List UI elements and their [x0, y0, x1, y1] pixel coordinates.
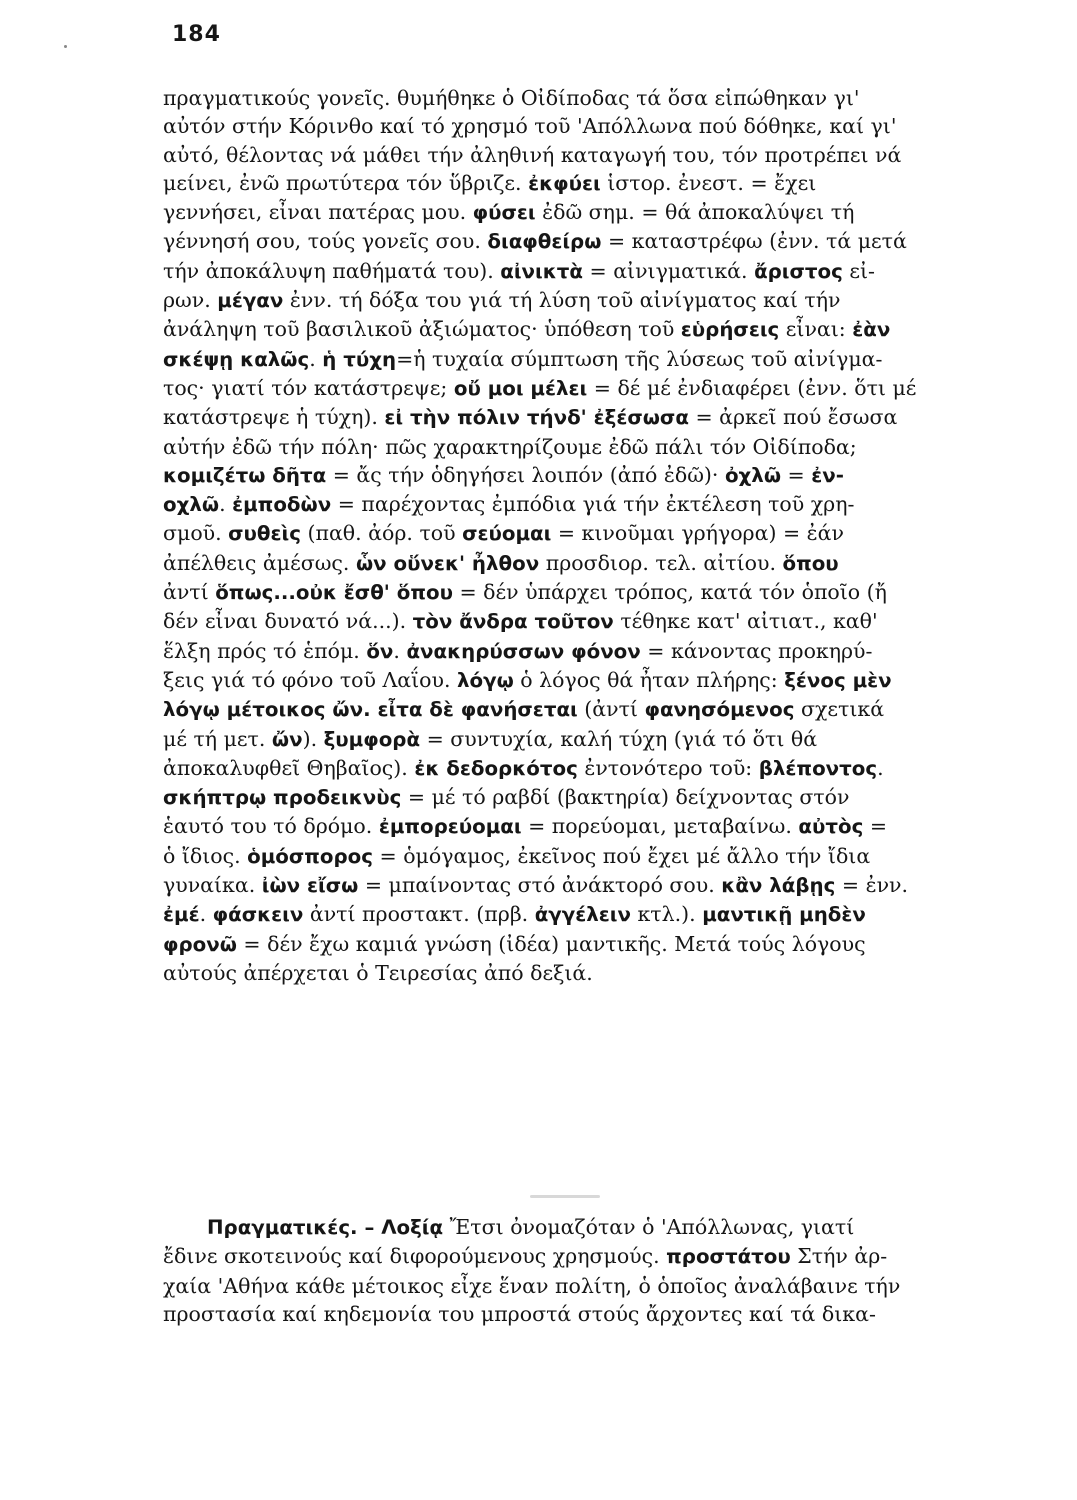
- headword: βλέποντος: [758, 756, 878, 780]
- commentary-line: [163, 578, 1009, 607]
- notes-line: [163, 1300, 1009, 1328]
- headword: ὁμόσπορος: [247, 844, 373, 868]
- commentary-line: [163, 433, 1009, 461]
- text-run: χαία 'Αθήνα κάθε μέτοικος εἶχε ἕναν πολίτη, ὁ ὁποῖος ἀναλάβαινε τήν: [163, 1273, 901, 1298]
- commentary-line: [163, 754, 1009, 783]
- headword: ὤν: [271, 727, 303, 751]
- headword: φύσει: [472, 201, 536, 225]
- text-run: .: [219, 492, 233, 517]
- text-run: σμοῦ.: [163, 521, 229, 546]
- headword: τὸν ἄνδρα τοῦτον: [412, 610, 614, 634]
- text-run: αὐτήν ἐδῶ τήν πόλη· πῶς χαρακτηρίζουμε ἐδῶ πάλι τόν Οἰδίποδα;: [163, 434, 857, 459]
- commentary-line: [163, 84, 1009, 112]
- text-run: ἐντονότερο τοῦ:: [577, 755, 759, 780]
- commentary-line: [163, 169, 1009, 198]
- text-run: μέ τή μετ.: [163, 726, 272, 751]
- text-run: γυναίκα.: [163, 873, 262, 898]
- commentary-line: [163, 374, 1009, 403]
- text-run: γεννήσει, εἶναι πατέρας μου.: [163, 200, 473, 225]
- text-run: δέν εἶναι δυνατό νά...).: [163, 609, 413, 634]
- commentary-line: [163, 842, 1009, 871]
- headword: ἐκφύει: [528, 171, 601, 195]
- commentary-line: [163, 461, 1009, 490]
- headword: οχλῶ: [163, 493, 220, 517]
- headword: ὅπου: [782, 551, 839, 575]
- text-run: τήν ἀποκάλυψη παθήματά του).: [163, 258, 501, 283]
- text-run: κατάστρεψε ἡ τύχη).: [163, 405, 385, 430]
- notes-line: [163, 1272, 1009, 1300]
- text-run: .: [393, 638, 407, 663]
- text-run: ἔδινε σκοτεινούς καί διφορούμενους χρησμούς.: [163, 1244, 667, 1269]
- headword: ἄριστος: [754, 259, 843, 283]
- text-run: πραγματικούς γονεῖς. θυμήθηκε ὁ Οἰδίποδας τά ὅσα εἰπώθηκαν γι': [163, 86, 860, 110]
- headword: σκήπτρῳ προδεικνὺς: [163, 786, 402, 810]
- notes-line: [163, 1213, 1009, 1242]
- headword: φρονῶ: [163, 932, 237, 956]
- text-run: (ἀντί: [577, 697, 645, 722]
- headword: ἐν-: [811, 463, 844, 487]
- headword: κἂν λάβῃς: [721, 874, 836, 898]
- text-run: ρων.: [163, 288, 218, 313]
- commentary-line: [163, 286, 1009, 315]
- text-run: = δέν ἔχω καμιά γνώση (ἰδέα) μαντικῆς. Μετά τούς λόγους: [236, 931, 866, 956]
- text-run: προσδιορ. τελ. αἰτίου.: [539, 550, 783, 575]
- text-run: εἶναι:: [779, 317, 853, 342]
- commentary-line: [163, 112, 1009, 140]
- headword: Πραγματικές. – Λοξίᾳ: [207, 1216, 444, 1239]
- notes-text: [163, 1213, 1009, 1328]
- headword: ἀγγέλειν: [534, 903, 631, 927]
- text-run: ἀνάληψη τοῦ βασιλικοῦ ἀξιώματος· ὑπόθεση τοῦ: [163, 317, 681, 342]
- headword: σκέψῃ καλῶς: [163, 347, 310, 371]
- headword: ὧν οὕνεκ' ἦλθον: [355, 551, 540, 575]
- text-run: Ἔτσι ὀνομαζόταν ὁ 'Απόλλωνας, γιατί: [443, 1215, 855, 1239]
- commentary-line: [163, 549, 1009, 578]
- text-run: ὁ λόγος θά ἦταν πλήρης:: [513, 667, 785, 692]
- text-run: =ἡ τυχαία σύμπτωση τῆς λύσεως τοῦ αἰνίγμα-: [396, 346, 883, 371]
- headword: ἀνακηρύσσων φόνον: [406, 639, 641, 663]
- text-run: ἀντί προστακτ. (πρβ.: [303, 902, 535, 927]
- text-run: ἐνν. τή δόξα του γιά τή λύση τοῦ αἰνίγματος καί τήν: [283, 288, 841, 313]
- commentary-line: [163, 871, 1009, 900]
- headword: προστάτου: [666, 1245, 791, 1269]
- commentary-line: [163, 403, 1009, 432]
- text-run: ἐδῶ σημ. = θά ἀποκαλύψει τή: [535, 200, 855, 225]
- text-run: ξεις γιά τό φόνο τοῦ Λαΐου.: [163, 667, 457, 692]
- commentary-line: [163, 637, 1009, 666]
- headword: διαφθείρω: [487, 230, 602, 254]
- commentary-line: [163, 812, 1009, 841]
- text-run: ὁ ἴδιος.: [163, 843, 248, 868]
- headword: ξυμφορὰ: [323, 727, 421, 751]
- text-run: αὐτούς ἀπέρχεται ὁ Τειρεσίας ἀπό δεξιά.: [163, 960, 593, 985]
- headword: αὐτὸς: [798, 815, 864, 839]
- headword: φάσκειν: [212, 903, 304, 927]
- text-run: τέθηκε κατ' αἰτιατ., καθ': [613, 609, 878, 634]
- commentary-line: [163, 959, 1009, 987]
- text-run: = ὁμόγαμος, ἐκεῖνος πού ἔχει μέ ἄλλο τήν ἴδια: [373, 843, 871, 868]
- headword: εἰ τὴν πόλιν τήνδ' ἐξέσωσα: [384, 406, 689, 430]
- text-run: .: [199, 902, 213, 927]
- commentary-line: [163, 198, 1009, 227]
- text-run: ἕλξη πρός τό ἑπόμ.: [163, 638, 367, 663]
- text-run: = παρέχοντας ἐμπόδια γιά τήν ἐκτέλεση τοῦ χρη-: [331, 492, 855, 517]
- text-run: κτλ.).: [630, 902, 703, 927]
- headword: κομιζέτω δῆτα: [163, 463, 327, 487]
- commentary-line: [163, 930, 1009, 959]
- text-run: = δέν ὑπάρχει τρόπος, κατά τόν ὁποῖο (ἤ: [452, 580, 887, 605]
- text-run: ἀποκαλυφθεῖ Θηβαῖος).: [163, 755, 415, 780]
- text-run: .: [309, 346, 323, 371]
- headword: ὅν: [366, 639, 394, 663]
- text-run: = συντυχία, καλή τύχη (γιά τό ὅτι θά: [420, 726, 818, 751]
- scan-smudge: [530, 1195, 600, 1198]
- headword: ὀχλῶ: [724, 463, 782, 487]
- text-run: = κινοῦμαι γρήγορα) = ἐάν: [551, 521, 844, 546]
- headword: ἐὰν: [852, 318, 891, 342]
- headword: εὑρήσεις: [680, 318, 780, 342]
- headword: οὔ μοι μέλει: [453, 376, 588, 400]
- text-run: .: [877, 755, 884, 780]
- text-run: εἰ-: [842, 258, 875, 283]
- headword: αἰνικτὰ: [500, 259, 583, 283]
- commentary-line: [163, 783, 1009, 812]
- text-run: αὐτό, θέλοντας νά μάθει τήν ἀληθινή καταγωγή του, τόν προτρέπει νά: [163, 142, 902, 167]
- text-run: = δέ μέ ἐνδιαφέρει (ἐνν. ὅτι μέ: [587, 375, 917, 400]
- text-run: =: [781, 462, 812, 487]
- text-run: ἀντί: [163, 580, 216, 605]
- text-run: Στήν ἀρ-: [790, 1244, 888, 1269]
- headword: μέγαν: [217, 289, 284, 313]
- text-run: μείνει, ἐνῶ πρωτύτερα τόν ὕβριζε.: [163, 170, 529, 195]
- text-run: = ἄς τήν ὁδηγήσει λοιπόν (ἀπό ἐδῶ)·: [326, 462, 725, 487]
- commentary-line: [163, 227, 1009, 256]
- headword: λόγῳ μέτοικος ὤν. εἶτα δὲ φανήσεται: [163, 698, 578, 722]
- commentary-line: [163, 607, 1009, 636]
- text-run: =: [863, 814, 887, 839]
- headword: ἰὼν εἴσω: [261, 874, 359, 898]
- text-run: = πορεύομαι, μεταβαίνω.: [521, 814, 799, 839]
- headword: ἐκ δεδορκότος: [414, 756, 578, 780]
- headword: ἐμέ: [163, 903, 200, 927]
- headword: ἡ τύχη: [322, 347, 397, 371]
- commentary-line: [163, 519, 1009, 548]
- headword: ἐμπορεύομαι: [378, 815, 522, 839]
- headword: μαντικῇ μηδὲν: [702, 903, 866, 927]
- text-run: τος· γιατί τόν κατάστρεψε;: [163, 375, 454, 400]
- text-run: σχετικά: [794, 697, 885, 722]
- commentary-line: [163, 666, 1009, 695]
- text-run: ἀπέλθεις ἀμέσως.: [163, 550, 356, 575]
- commentary-line: [163, 900, 1009, 929]
- notes-line: [163, 1242, 1009, 1271]
- commentary-line: [163, 725, 1009, 754]
- text-run: = αἰνιγματικά.: [582, 258, 755, 283]
- text-run: = ἀρκεῖ πού ἔσωσα: [688, 405, 898, 430]
- text-run: = μπαίνοντας στό ἀνάκτορό σου.: [358, 873, 722, 898]
- text-run: ἑαυτό του τό δρόμο.: [163, 814, 379, 839]
- scan-speck: [64, 45, 67, 48]
- commentary-line: [163, 345, 1009, 374]
- headword: λόγῳ: [457, 668, 514, 692]
- headword: συθεὶς: [228, 522, 301, 546]
- commentary-line: [163, 490, 1009, 519]
- text-run: = καταστρέφω (ἐνν. τά μετά: [601, 229, 907, 254]
- text-run: ἱστορ. ἐνεστ. = ἔχει: [600, 170, 817, 195]
- text-run: αὐτόν στήν Κόρινθο καί τό χρησμό τοῦ 'Απόλλωνα πού δόθηκε, καί γι': [163, 114, 897, 139]
- text-run: προστασία καί κηδεμονία του μπροστά στούς ἄρχοντες καί τά δικα-: [163, 1301, 876, 1326]
- headword: ἐμποδὼν: [232, 493, 332, 517]
- text-run: ).: [302, 726, 324, 751]
- text-run: = ἐνν.: [835, 873, 909, 898]
- text-run: = κάνοντας προκηρύ-: [640, 638, 873, 663]
- page-number: 184: [172, 22, 221, 47]
- text-run: = μέ τό ραβδί (βακτηρία) δείχνοντας στόν: [401, 785, 850, 810]
- headword: ὅπως...οὐκ ἔσθ' ὅπου: [215, 581, 453, 605]
- headword: φανησόμενος: [644, 698, 795, 722]
- commentary-line: [163, 315, 1009, 344]
- headword: ξένος μὲν: [784, 668, 892, 692]
- commentary-text: [163, 84, 1009, 987]
- text-run: γέννησή σου, τούς γονεῖς σου.: [163, 229, 488, 254]
- text-run: (παθ. ἀόρ. τοῦ: [300, 521, 463, 546]
- commentary-line: [163, 257, 1009, 286]
- headword: σεύομαι: [462, 522, 552, 546]
- commentary-line: [163, 141, 1009, 169]
- commentary-line: [163, 695, 1009, 724]
